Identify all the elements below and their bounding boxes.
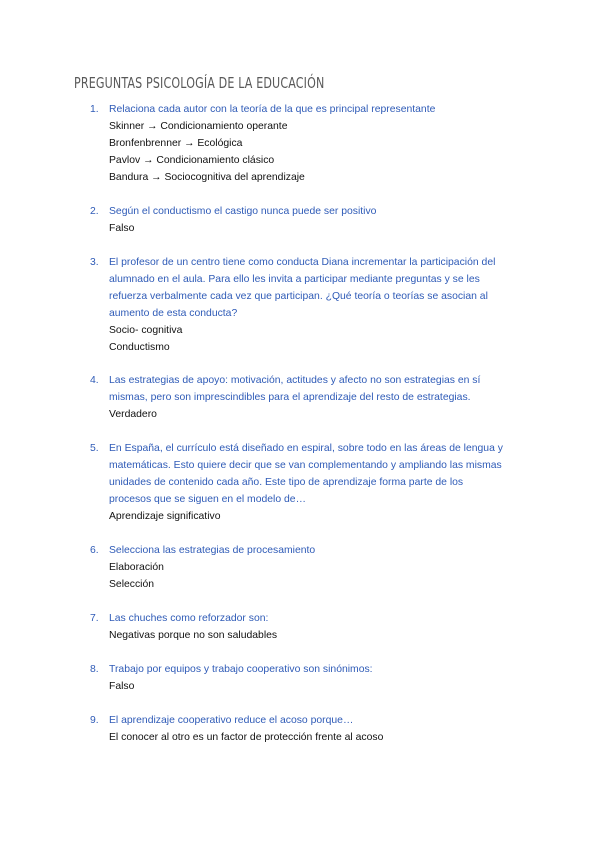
question-text [109, 372, 529, 406]
answer-line: Elaboración [109, 562, 164, 573]
question-text-line: alumnado en el aula. Para ello les invita a participar mediante preguntas y se les [109, 274, 480, 285]
answer-block [109, 220, 529, 237]
answer-line: Socio- cognitiva [109, 325, 183, 336]
answer-block [109, 627, 529, 644]
answer-block [109, 559, 529, 593]
answer-block [109, 678, 529, 695]
question-number: 4. [90, 375, 99, 386]
answer-line: Bronfenbrenner → Ecológica [109, 138, 243, 149]
answer-line: Conductismo [109, 342, 170, 353]
question-number: 3. [90, 257, 99, 268]
question-text-line: Selecciona las estrategias de procesamiento [109, 545, 316, 556]
answer-line: Verdadero [109, 409, 157, 420]
answer-block [109, 406, 529, 423]
answer-block [109, 508, 529, 525]
question-text [109, 610, 529, 627]
answer-line: Falso [109, 681, 135, 692]
question-text-line: aumento de esta conducta? [109, 308, 238, 319]
question-text-line: refuerza verbalmente cada vez que participan. ¿Qué teoría o teorías se asocian al [109, 291, 488, 302]
question-text-line: Trabajo por equipos y trabajo cooperativo son sinónimos: [109, 664, 373, 675]
question-number: 9. [90, 715, 99, 726]
question-number: 1. [90, 104, 99, 115]
question-text-line: unidades de contenido cada año. Este tipo de aprendizaje forma parte de los [109, 477, 464, 488]
question-number: 7. [90, 613, 99, 624]
question-text [109, 254, 529, 322]
answer-line: El conocer al otro es un factor de protección frente al acoso [109, 732, 384, 743]
question-text-line: mismas, pero son imprescindibles para el aprendizaje del resto de estrategias. [109, 392, 471, 403]
answer-line: Bandura → Sociocognitiva del aprendizaje [109, 172, 305, 183]
answer-line: Falso [109, 223, 135, 234]
question-text [109, 440, 529, 508]
question-text-line: En España, el currículo está diseñado en espiral, sobre todo en las áreas de lengua y [109, 443, 503, 454]
question-text-line: matemáticas. Esto quiere decir que se van complementando y ampliando las mismas [109, 460, 502, 471]
answer-line: Negativas porque no son saludables [109, 630, 278, 641]
question-number: 2. [90, 206, 99, 217]
answer-block [109, 729, 529, 746]
answer-line: Aprendizaje significativo [109, 511, 221, 522]
question-text-line: El profesor de un centro tiene como conducta Diana incrementar la participación del [109, 257, 496, 268]
question-text [109, 712, 529, 729]
answer-line: Skinner → Condicionamiento operante [109, 121, 288, 132]
document-title: PREGUNTAS PSICOLOGÍA DE LA EDUCACIÓN [74, 74, 325, 92]
question-text-line: Según el conductismo el castigo nunca puede ser positivo [109, 206, 377, 217]
question-text [109, 101, 529, 118]
question-text [109, 203, 529, 220]
question-text-line: Relaciona cada autor con la teoría de la que es principal representante [109, 104, 436, 115]
question-text-line: Las estrategias de apoyo: motivación, actitudes y afecto no son estrategias en sí [109, 375, 481, 386]
question-text [109, 661, 529, 678]
question-text-line: Las chuches como reforzador son: [109, 613, 269, 624]
question-number: 5. [90, 443, 99, 454]
answer-line: Pavlov → Condicionamiento clásico [109, 155, 275, 166]
answer-block [109, 322, 529, 356]
question-number: 8. [90, 664, 99, 675]
question-number: 6. [90, 545, 99, 556]
answer-block [109, 118, 529, 186]
question-text [109, 542, 529, 559]
question-text-line: El aprendizaje cooperativo reduce el acoso porque… [109, 715, 354, 726]
answer-line: Selección [109, 579, 155, 590]
question-text-line: procesos que se siguen en el modelo de… [109, 494, 306, 505]
